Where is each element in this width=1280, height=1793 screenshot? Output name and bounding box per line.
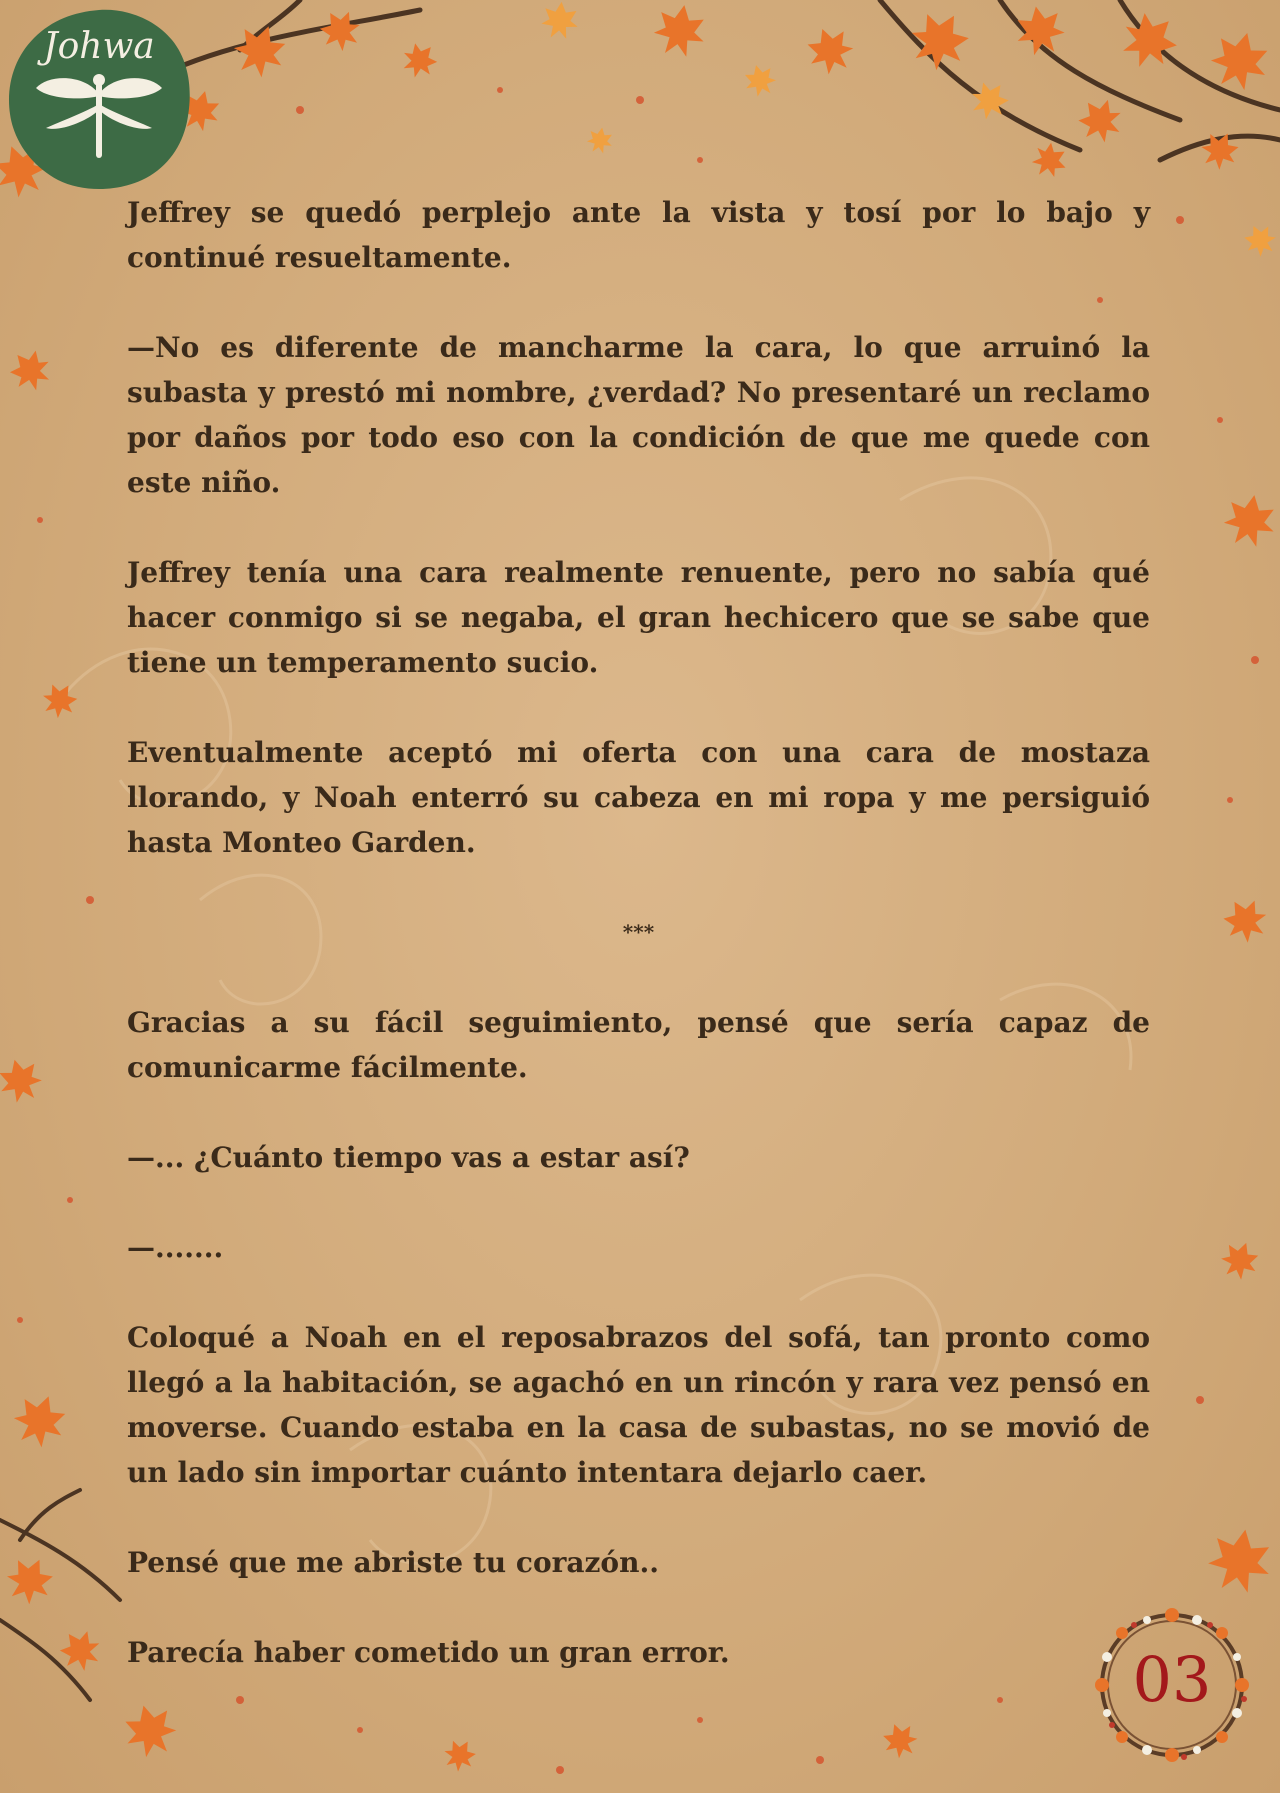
johwa-logo xyxy=(4,4,194,194)
scene-divider: *** xyxy=(622,920,655,944)
paragraph: Gracias a su fácil seguimiento, pensé que sería capaz de comunicarme fácilmente. xyxy=(127,1006,1150,1084)
paragraph: Pensé que me abriste tu corazón.. xyxy=(127,1546,659,1579)
paragraph: Eventualmente aceptó mi oferta con una cara de mostaza llorando, y Noah enterró su cabeza en mi ropa y me persiguió hasta Monteo Garden. xyxy=(127,736,1150,859)
paragraph: —No es diferente de mancharme la cara, lo que arruinó la subasta y prestó mi nombre, ¿verdad? No presentaré un reclamo por daños por todo eso con la condición de que me quede con este niño. xyxy=(127,331,1150,499)
chapter-text xyxy=(127,190,1150,1720)
paragraph: Jeffrey se quedó perplejo ante la vista y tosí por lo bajo y continué resueltamente. xyxy=(127,196,1150,274)
paragraph: Parecía haber cometido un gran error. xyxy=(127,1636,730,1669)
paragraph: Jeffrey tenía una cara realmente renuente, pero no sabía qué hacer conmigo si se negaba, el gran hechicero que se sabe que tiene un temperamento sucio. xyxy=(127,556,1150,679)
logo-text: Johwa xyxy=(43,26,155,67)
paragraph: —....... xyxy=(127,1231,224,1264)
page-number: 03 xyxy=(1132,1643,1212,1716)
paragraph: —... ¿Cuánto tiempo vas a estar así? xyxy=(127,1141,690,1174)
paragraph: Coloqué a Noah en el reposabrazos del sofá, tan pronto como llegó a la habitación, se agachó en un rincón y rara vez pensó en moverse. Cuando estaba en la casa de subastas, no se movió de un lado sin importar cuánto intentara dejarlo caer. xyxy=(127,1321,1150,1489)
page-number-badge xyxy=(1082,1595,1262,1775)
